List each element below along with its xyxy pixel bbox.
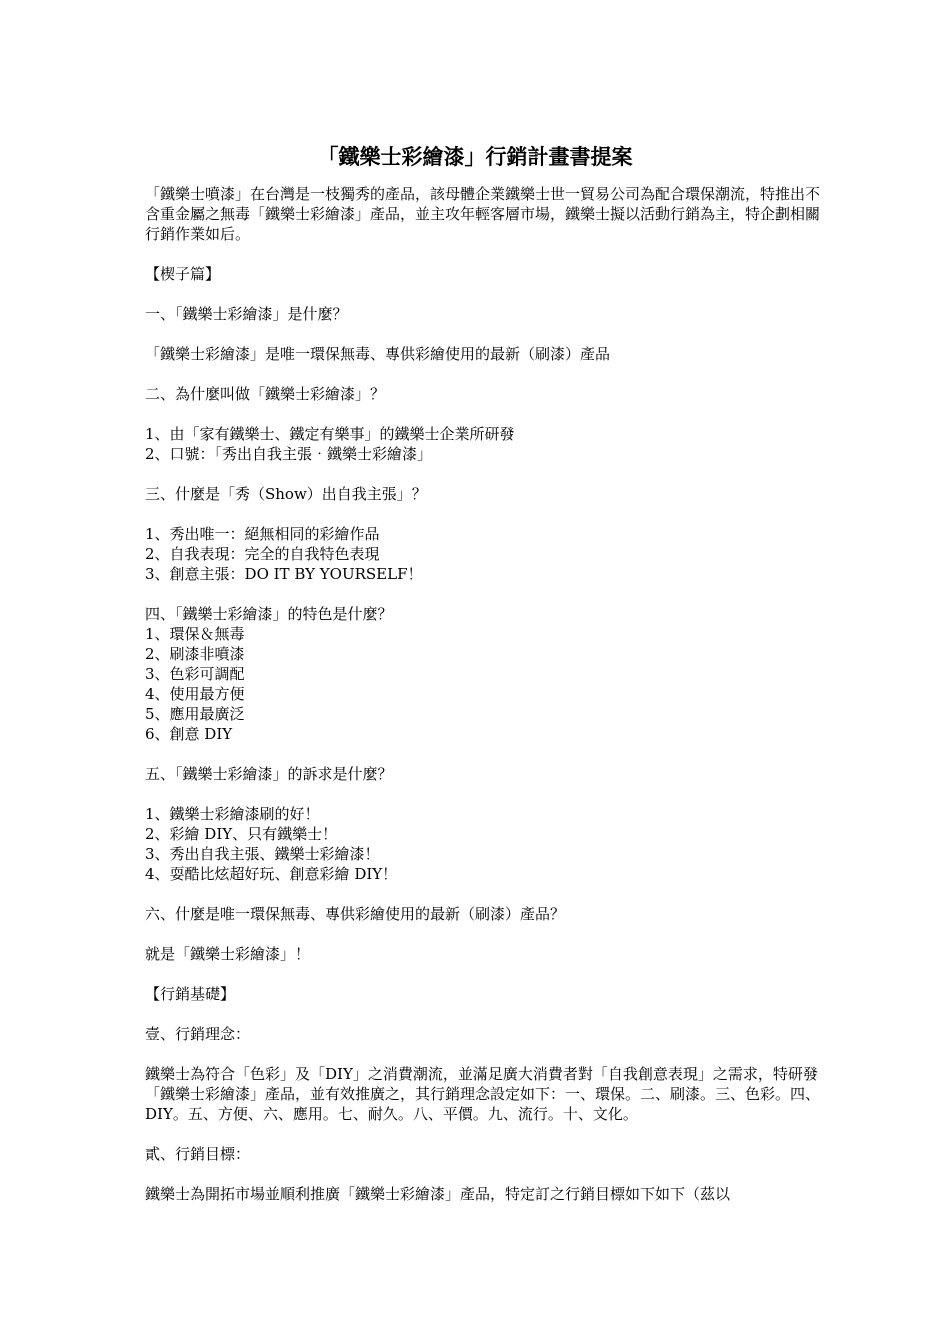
section-prologue-heading: 【楔子篇】 — [145, 265, 221, 283]
list-item: 1、環保＆無毒 — [145, 625, 245, 643]
marketing-concept-heading: 壹、行銷理念： — [145, 1025, 251, 1043]
list-item: 5、應用最廣泛 — [145, 705, 245, 723]
section-marketing-heading: 【行銷基礎】 — [145, 985, 236, 1003]
list-item: 1、由「家有鐵樂士、鐵定有樂事」的鐵樂士企業所研發 — [145, 425, 515, 443]
question-3: 三、什麼是「秀（Show）出自我主張」？ — [145, 485, 427, 503]
answer-5-list — [145, 804, 825, 884]
list-item: 1、鐵樂士彩繪漆刷的好！ — [145, 805, 320, 823]
question-2: 二、為什麼叫做「鐵樂士彩繪漆」？ — [145, 385, 386, 403]
list-item: 6、創意 DIY — [145, 725, 233, 743]
list-item: 3、創意主張：DO IT BY YOURSELF！ — [145, 565, 423, 583]
answer-1: 「鐵樂士彩繪漆」是唯一環保無毒、專供彩繪使用的最新（刷漆）產品 — [145, 345, 611, 363]
list-item: 2、自我表現：完全的自我特色表現 — [145, 545, 380, 563]
list-item: 1、秀出唯一：絕無相同的彩繪作品 — [145, 525, 380, 543]
document-body — [145, 184, 825, 1204]
list-item: 2、彩繪 DIY、只有鐵樂士！ — [145, 825, 338, 843]
answer-3-list — [145, 524, 825, 584]
list-item: 4、耍酷比炫超好玩、創意彩繪 DIY！ — [145, 865, 398, 883]
list-item: 2、刷漆非噴漆 — [145, 645, 245, 663]
list-item: 4、使用最方便 — [145, 685, 245, 703]
list-item: 3、色彩可調配 — [145, 665, 245, 683]
document-title: 「鐵樂士彩繪漆」行銷計畫書提案 — [317, 145, 633, 169]
list-item: 3、秀出自我主張、鐵樂士彩繪漆！ — [145, 845, 380, 863]
marketing-goal-heading: 貳、行銷目標： — [145, 1145, 251, 1163]
answer-2-list — [145, 424, 825, 464]
marketing-goal-text: 鐵樂士為開拓市場並順利推廣「鐵樂士彩繪漆」產品，特定訂之行銷目標如下如下（茲以 — [145, 1185, 731, 1203]
question-1: 一、「鐵樂士彩繪漆」是什麼？ — [145, 305, 348, 323]
answer-6: 就是「鐵樂士彩繪漆」！ — [145, 945, 311, 963]
question-5: 五、「鐵樂士彩繪漆」的訴求是什麼？ — [145, 765, 393, 783]
intro-paragraph: 「鐵樂士噴漆」在台灣是一枝獨秀的產品，該母體企業鐵樂士世一貿易公司為配合環保潮流，特推出不含重金屬之無毒「鐵樂士彩繪漆」產品，並主攻年輕客層市場，鐵樂士擬以活動行銷為主，特企劃相關行銷作業如后。 — [145, 185, 821, 243]
marketing-concept-text: 鐵樂士為符合「色彩」及「DIY」之消費潮流，並滿足廣大消費者對「自我創意表現」之需求，特研發「鐵樂士彩繪漆」產品，並有效推廣之，其行銷理念設定如下：一、環保。二、刷漆。三、色彩。四、DIY。五、方便、六、應用。七、耐久。八、平價。九、流行。十、文化。 — [145, 1065, 821, 1123]
answer-4-list — [145, 624, 825, 744]
question-6: 六、什麼是唯一環保無毒、專供彩繪使用的最新（刷漆）產品？ — [145, 905, 566, 923]
list-item: 2、口號：「秀出自我主張‧鐵樂士彩繪漆」 — [145, 445, 433, 463]
question-4: 四、「鐵樂士彩繪漆」的特色是什麼？ — [145, 605, 393, 623]
